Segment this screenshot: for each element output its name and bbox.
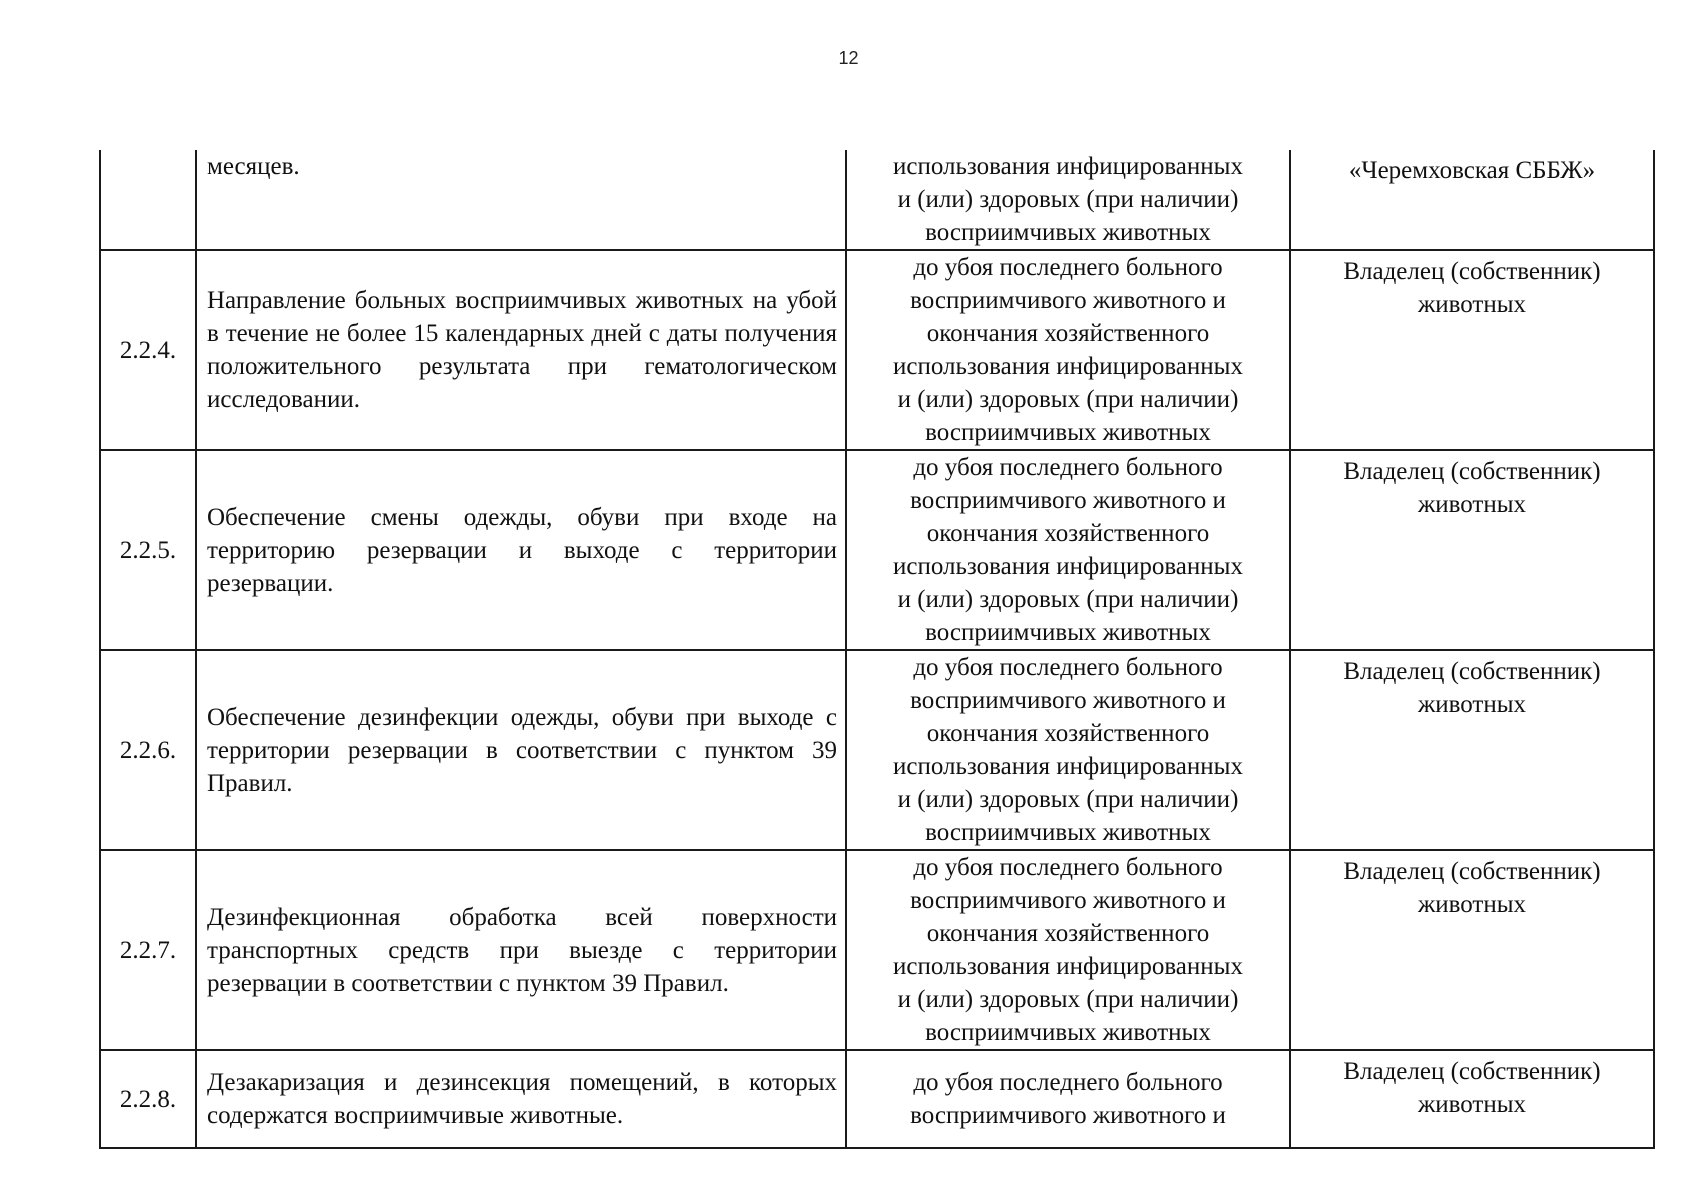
responsible-text: Владелец (собственник) животных: [1343, 658, 1601, 718]
measure-description: месяцев.: [207, 153, 300, 180]
responsible-cell: [1290, 450, 1654, 650]
term-cell: [846, 150, 1290, 250]
page-number: 12: [838, 48, 859, 68]
term-cell: [846, 450, 1290, 650]
responsible-text: Владелец (собственник) животных: [1343, 1058, 1601, 1118]
responsible-cell: [1290, 150, 1654, 250]
responsible-cell: [1290, 850, 1654, 1050]
measure-description: Обеспечение дезинфекции одежды, обуви при выходе с территории резервации в соответствии с пунктом 39 Правил.: [207, 703, 837, 797]
measure-description: Дезакаризация и дезинсекция помещений, в которых содержатся восприимчивые животные.: [207, 1069, 837, 1129]
row-number-cell: 2.2.4.: [100, 250, 196, 450]
responsible-text: Владелец (собственник) животных: [1343, 258, 1601, 318]
term-cell: [846, 250, 1290, 450]
measure-description: Направление больных восприимчивых животных на убой в течение не более 15 календарных дней с даты получения положительного результата при гематологическом исследовании.: [207, 287, 837, 413]
table-row: [100, 850, 1654, 1050]
measure-description-cell: [196, 150, 846, 250]
responsible-cell: [1290, 1050, 1654, 1148]
term-text: до убоя последнего больного восприимчивого животного и: [910, 1069, 1226, 1129]
term-cell: [846, 850, 1290, 1050]
measure-description-cell: [196, 250, 846, 450]
row-number-cell: [100, 150, 196, 250]
measure-description: Дезинфекционная обработка всей поверхности транспортных средств при выезде с территории резервации в соответствии с пунктом 39 Правил.: [207, 903, 837, 997]
term-text: до убоя последнего больного восприимчивого животного и окончания хозяйственного использования инфицированных и (или) здоровых (при наличии) восприимчивых животных: [893, 854, 1243, 1046]
measure-description: Обеспечение смены одежды, обуви при входе на территорию резервации и выходе с территории резервации.: [207, 503, 837, 597]
term-text: до убоя последнего больного восприимчивого животного и окончания хозяйственного использования инфицированных и (или) здоровых (при наличии) восприимчивых животных: [893, 654, 1243, 846]
responsible-text: «Черемховская СББЖ»: [1348, 157, 1596, 184]
responsible-text: Владелец (собственник) животных: [1343, 458, 1601, 518]
table-row: [100, 150, 1654, 250]
table-row: [100, 650, 1654, 850]
measure-description-cell: [196, 450, 846, 650]
term-cell: [846, 1050, 1290, 1148]
table-row: [100, 1050, 1654, 1148]
row-number-cell: 2.2.8.: [100, 1050, 196, 1148]
table-row: [100, 450, 1654, 650]
responsible-cell: [1290, 650, 1654, 850]
term-text: до убоя последнего больного восприимчивого животного и окончания хозяйственного использования инфицированных и (или) здоровых (при наличии) восприимчивых животных: [893, 454, 1243, 646]
measure-description-cell: [196, 650, 846, 850]
row-number-cell: 2.2.5.: [100, 450, 196, 650]
responsible-cell: [1290, 250, 1654, 450]
row-number-cell: 2.2.7.: [100, 850, 196, 1050]
measure-description-cell: [196, 1050, 846, 1148]
measures-table: [99, 150, 1655, 1149]
term-cell: [846, 650, 1290, 850]
term-text: использования инфицированных и (или) здоровых (при наличии) восприимчивых животных: [893, 153, 1243, 246]
row-number-cell: 2.2.6.: [100, 650, 196, 850]
table-row: [100, 250, 1654, 450]
responsible-text: Владелец (собственник) животных: [1343, 858, 1601, 918]
measure-description-cell: [196, 850, 846, 1050]
term-text: до убоя последнего больного восприимчивого животного и окончания хозяйственного использования инфицированных и (или) здоровых (при наличии) восприимчивых животных: [893, 254, 1243, 446]
